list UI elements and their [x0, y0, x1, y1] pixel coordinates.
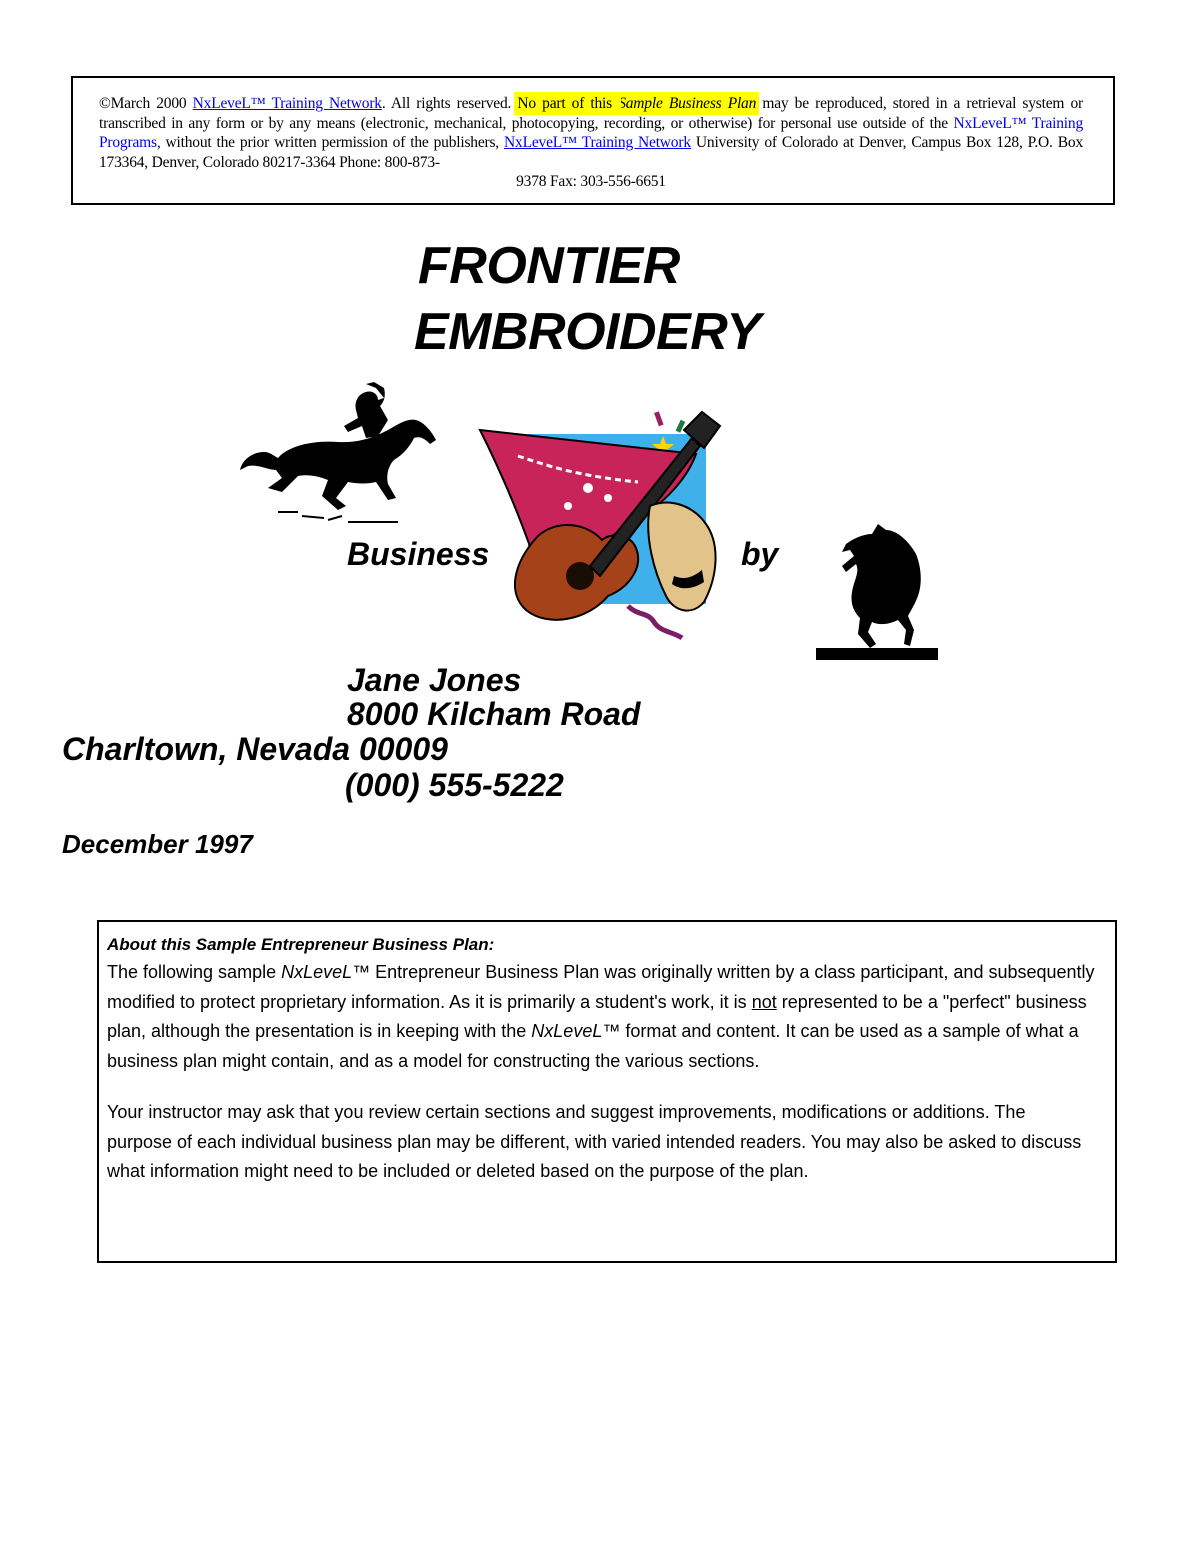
p1-part-a: The following sample	[107, 962, 282, 982]
horse-rider-silhouette-icon	[238, 380, 438, 530]
phone-number-text: (000) 555-5222	[345, 767, 564, 803]
no-part-text: No part of this	[517, 95, 619, 112]
copyright-notice-box	[71, 76, 1115, 205]
about-heading: About this Sample Entrepreneur Business Plan:	[107, 935, 495, 954]
subtitle-left: Business	[347, 536, 490, 572]
about-sample-plan-box	[97, 920, 1117, 1263]
phone-fax-text: 9378 Fax: 303-556-6651	[516, 173, 666, 190]
training-network-link[interactable]: NxLeveL™ Training Network	[192, 95, 382, 112]
training-network-link-2[interactable]: NxLeveL™ Training Network	[504, 134, 691, 151]
reproduction-text: may be reproduced, stored in a retrieval system or transcribed in any form or by any means (electronic, mechanical, photocopying, recording, or otherwise) for personal use outside of the	[99, 95, 1083, 132]
p1-part-d: ™ format and content. It can be used as a sample of what a business plan might contain, and as a model for constructing the various sections.	[107, 1021, 1079, 1071]
plan-date: December 1997	[62, 829, 253, 859]
street-address: 8000 Kilcham Road	[347, 696, 641, 732]
about-paragraph-2: Your instructor may ask that you review certain sections and suggest improvements, modifications or additions. The purpose of each individual business plan may be different, with varied intended readers. You may also be asked to discuss what information might need to be included or deleted based on the purpose of the plan.	[107, 1102, 1082, 1181]
rearing-horse-silhouette-icon	[816, 522, 938, 662]
p1-brand-2: NxLeveL	[531, 1021, 603, 1041]
permission-text: , without the prior written permission of the publishers,	[156, 134, 505, 151]
rights-reserved-text: . All rights reserved.	[381, 95, 518, 112]
p1-brand: NxLeveL	[281, 962, 353, 982]
city-state-zip: Charltown, Nevada 00009	[62, 731, 448, 767]
phone-number	[345, 767, 564, 803]
title-line-1: FRONTIER	[418, 237, 680, 295]
copyright-prefix: ©March 2000	[99, 95, 193, 112]
title-line-2: EMBROIDERY	[414, 303, 761, 361]
training-programs-link[interactable]: NxLeveL™ Training Programs	[99, 114, 1083, 151]
guitar-bandana-hat-clipart-icon	[478, 406, 748, 646]
subtitle-right: by	[741, 536, 779, 572]
sample-plan-text: Sample Business Plan	[618, 95, 757, 112]
p1-part-b: ™ Entrepreneur Business Plan was originally written by a class participant, and subsequently modified to protect proprietary information. As it is primarily a student's work, it is	[107, 962, 1095, 1012]
about-paragraph-1	[107, 958, 1095, 1076]
university-address-text: University of Colorado at Denver, Campus Box 128, P.O. Box 173364, Denver, Colorado 80217-3364 Phone: 800-873-	[99, 134, 1083, 171]
p1-part-c: represented to be a "perfect" business plan, although the presentation is in keeping with the	[107, 991, 1087, 1041]
p1-not: not	[751, 991, 777, 1012]
owner-name: Jane Jones	[347, 662, 522, 698]
